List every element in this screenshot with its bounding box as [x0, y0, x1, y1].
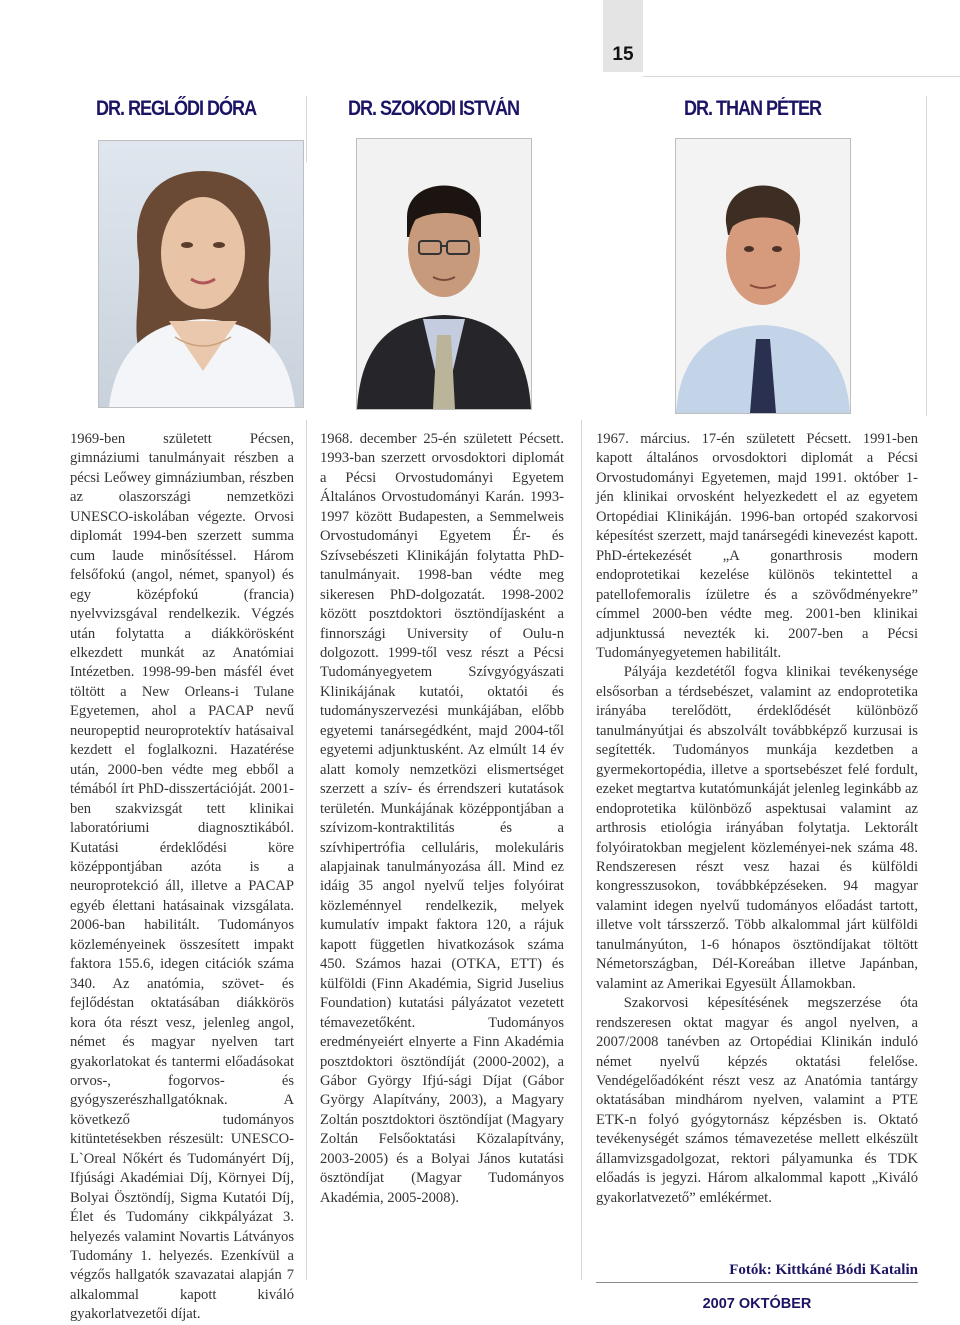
- bio-paragraph: 1969-ben született Pécsen, gimnáziumi tanulmányait részben a pécsi Leőwey gimnáziumban, részben az olaszországi nemzetközi UNESCO-iskolában végezte. Orvosi diplomát 1994-ben szerzett summa cum laude minősítéssel. Három felsőfokú (angol, német, spanyol) és egy középfokú (francia) nyelvvizsgával rendelkezik. Végzés után folytatta a diákkörösként elkezdett munkát az Anatómiai Intézetben. 1998-99-ben másfél évet töltött a New Orleans-i Tulane Egyetemen, ahol a PACAP nevű neuropeptid neuroprotektív hatásaival kezdett el foglalkozni. Hazatérése után, 2000-ben védte meg ebből a témából írt PhD-disszertációját. 2001-ben szakvizsgát tett klinikai laboratóriumi diagnosztikából. Kutatási érdeklődési köre középpontjában azóta is a neuroprotekció áll, illetve a PACAP egyéb élettani hatásainak vizsgálata. 2006-ban habilitált. Tudományos közleményeinek összesített impakt faktora 155.6, idegen citációk száma 340. Az anatómia, szövet- és fejlődéstan oktatásában diákkörös kora óta részt vesz, jelenleg angol, német és magyar nyelven tart gyakorlatokat és tantermi előadásokat orvos-, fogorvos- és gyógyszerészhallgatóknak. A következő tudományos kitüntetésekben részesült: UNESCO-L`Oreal Nőkért és Tudományért Díj, Ifjúsági Akadémiai Díj, Környei Díj, Bolyai Ösztöndíj, Sigma Kutatói Díj, Élet és Tudomány cikkpályázat 3. helyezés valamint Novartis Látványos Tudomány 1. helyezés. Ezenkívül a végzős hallgatók szavazatai alapján 7 alkalommal kapott kiváló gyakorlatvezetői díjat.: [70, 431, 294, 1323]
- bio-paragraph: Pályája kezdetétől fogva klinikai tevékenysége elsősorban a térdsebészet, valamint az endoprotetika irányába terelődött, érdeklődését különböző tanulmányútjai és abszolvált továbbképző kurzusai is segítették. Tudományos munkája kezdetben a gyermekortopédia, illetve a sportsebészet felé fordult, ezeket megtartva kutatómunkáját jelenleg leginkább az endoprotetika különböző aspektusai valamint az arthrosis etiológia irányában folytatja. Lektorált folyóiratokban megjelent közleményei-nek száma 48. Rendszeresen részt vesz hazai és külföldi kongresszusokon, továbbképzéseken. 94 magyar valamint idegen nyelvű tudományos előadást tartott, illetve volt társszerző. Több alkalommal járt külföldi tanulmányúton, 1-6 hónapos ösztöndíjakat töltött Németországban, Dél-Koreában illetve Japánban, valamint az Amerikai Egyesült Államokban.: [596, 664, 918, 992]
- portrait-man-tie-photo: [675, 138, 851, 414]
- photo-credit: Fotók: Kittkáné Bódi Katalin: [729, 1262, 918, 1278]
- bio-column-reglodi: [70, 430, 294, 1325]
- page-number-box: [603, 0, 643, 72]
- page-number: 15: [612, 44, 634, 65]
- person-name-reglodi: DR. REGLŐDI DÓRA: [96, 97, 257, 120]
- top-divider: [643, 76, 960, 77]
- column-divider-top-1: [306, 96, 307, 162]
- portrait-woman-photo: [98, 140, 304, 408]
- footer-date: 2007 OKTÓBER: [702, 1296, 812, 1312]
- column-divider-2: [581, 420, 582, 1280]
- column-divider-1: [306, 420, 307, 1280]
- bio-column-szokodi: [320, 430, 564, 1208]
- person-name-than: DR. THAN PÉTER: [684, 97, 822, 120]
- person-name-szokodi: DR. SZOKODI ISTVÁN: [348, 97, 520, 120]
- column-divider-right: [926, 96, 927, 416]
- bio-paragraph: 1967. március. 17-én született Pécsett. 1991-ben kapott általános orvosdoktori diplomát a Pécsi Orvostudományi Egyetemen, majd 1991. október 1-jén klinikai orvosként helyezkedett el az egyetem Ortopédiai Klinikáján. 1996-ban ortopéd szakorvosi képesítést szerzett, majd tanársegédi kinevezést kapott. PhD-értekezését „A gonarthrosis modern endoprotetikai kezelése különös tekintettel a patellofemoralis ízületre és a szövődményekre” címmel 2000-ben védte meg. 2001-ben klinikai adjunktussá nevezték ki. 2007-ben a Pécsi Tudományegyetemen habilitált.: [596, 431, 918, 661]
- portrait-man-glasses-photo: [356, 138, 532, 410]
- bio-column-than: [596, 430, 918, 1208]
- footer-divider: [596, 1282, 918, 1283]
- bio-paragraph: Szakorvosi képesítésének megszerzése óta rendszeresen oktat magyar és angol nyelven, a 2007/2008 tanévben az Ortopédiai Klinikán induló német nyelvű képzés oktatási felelőse. Vendégelőadóként részt vesz az Anatómia tantárgy oktatásában mindhárom nyelven, valamint a PTE ETK-n folyó gyógytornász képzésben is. Oktató tevékenységét számos témavezetése mellett elkészült államvizsgadolgozat, rektori pályamunka és TDK előadás is jegyzi. Három alkalommal kapott „Kiváló gyakorlatvezető” emlékérmet.: [596, 995, 918, 1206]
- bio-paragraph: 1968. december 25-én született Pécsett. 1993-ban szerzett orvosdoktori diplomát a Pécsi Orvostudományi Egyetem Általános Orvostudományi Karán. 1993-1997 között Budapesten, a Semmelweis Orvostudományi Egyetem Ér- és Szívsebészeti Klinikáján folytatta PhD-tanulmányait. 1998-ban védte meg sikeresen PhD-dolgozatát. 1998-2002 között posztdoktori ösztöndíjasként a finnországi University of Oulu-n dolgozott. 1999-től vesz részt a Pécsi Tudományegyetem Szívgyógyászati Klinikájának kutatói, oktatói és tudományszervezési munkájában, előbb egyetemi tanársegédként, majd 2004-től egyetemi adjunktusként. Az elmúlt 14 év alatt komoly nemzetközi elismertséget szerzett a szív- és érrendszeri kutatások területén. Munkájának középpontjában a szívizom-kontraktilitás és a szívhipertrófia celluláris, molekuláris alapjainak tanulmányozása áll. Mind ez idáig 35 angol nyelvű teljes folyóirat közleménnyel rendelkezik, melyek kumulatív impakt faktora 120, a rájuk kapott független hivatkozások száma 450. Számos hazai (OTKA, ETT) és külföldi (Finn Akadémia, Sigrid Juselius Foundation) kutatási pályázatot vezetett témavezetőként. Tudományos eredményeiért elnyerte a Finn Akadémia posztdoktori ösztöndíját (2000-2002), a Gábor György Ifjú-sági Díjat (Gábor György Alapítvány, 2003), a Magyary Zoltán posztdoktori ösztöndíjat (Magyary Zoltán Felsőoktatási Közalapítvány, 2003-2005) és a Bolyai János kutatási ösztöndíjat (Magyar Tudományos Akadémia, 2005-2008).: [320, 431, 564, 1206]
